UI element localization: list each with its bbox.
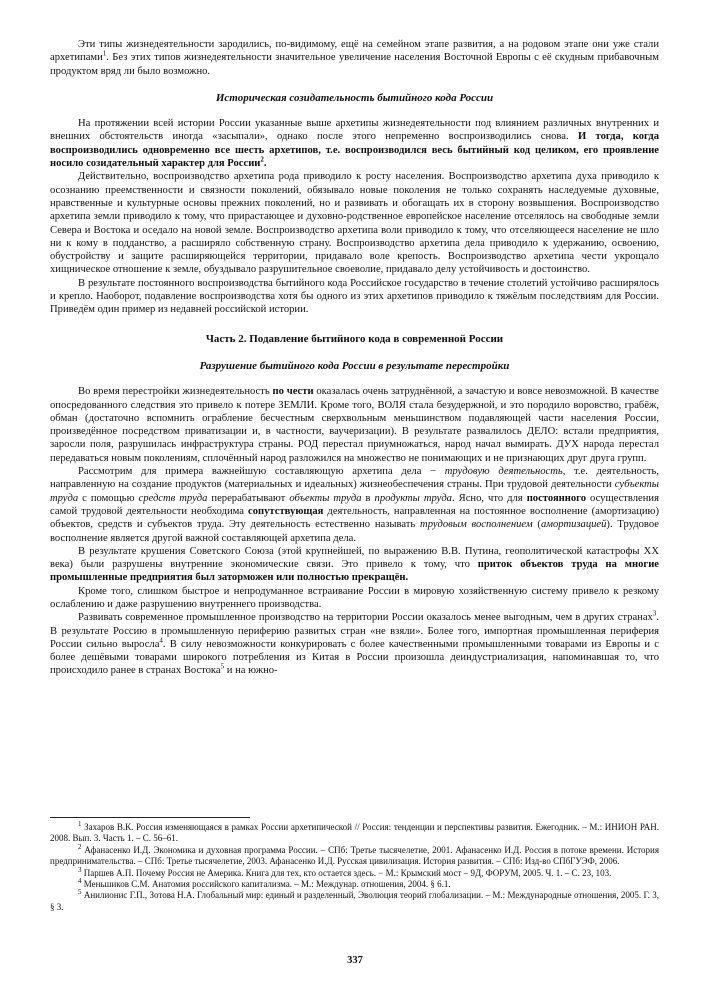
text: . В силу невозможности конкурировать с более качественными промышленными товарами из Европы и с более дешёвыми товарами широкого потребления из Китая в России произошла деиндустриализация, напоминавшая то, что происходило ранее в странах Востока <box>50 638 659 677</box>
text: в <box>361 492 375 504</box>
footnote-text: Меньшиков С.М. Анатомия российского капитализма. – М.: Междунар. отношения, 2004. § 6.1. <box>83 879 451 890</box>
footnote <box>50 879 659 890</box>
text: . В результате Россию в промышленную периферию развитых стран «не взяли». Более того, импортная промышленная периферия России сильно выросла <box>50 612 659 650</box>
footnote-text: Афанасенко И.Д. Экономика и духовная программа России. – СПб: Третье тысячелетие, 2001. Афанасенко И.Д. Россия в потоке времени. История предпринимательства. – СПб: Третье тысячелетие, 2003. Афанасенко И.Д. Русская цивилизация. История развития. – СПб: Изд-во СПбГУЭФ, 2006. <box>50 844 659 867</box>
footnote <box>50 842 659 868</box>
paragraph-8: Кроме того, слишком быстрое и непродуманное встраивание России в мировую хозяйственную систему привело к резкому ослаблению и даже разрушению внутреннего производства. <box>50 585 659 610</box>
part-heading: Часть 2. Подавление бытийного кода в современной России <box>205 332 504 345</box>
footnote-number: 3 <box>78 865 82 874</box>
text: перерабатывают <box>207 492 290 504</box>
section-heading-historical: Историческая созидательность бытийного кода России <box>215 91 494 104</box>
italic-text: трудовую деятельность <box>444 466 563 478</box>
page-number: 337 <box>347 955 363 966</box>
footnote-text: Паршев А.П. Почему Россия не Америка. Книга для тех, кто остается здесь. − М.: Крымский мост – 9Д, ФОРУМ, 2005. Ч. 1. – С. 23, 103. <box>83 867 612 878</box>
footnote-text: Захаров В.К. Россия изменяющаяся в рамках России архетипической // Россия: тенденции и перспективы развития. Ежегодник. – М.: ИНИОН РАН. 2008. Вып. 3. Часть 1. – С. 56–61. <box>50 822 659 844</box>
text: . <box>263 158 267 170</box>
paragraph-5 <box>50 385 659 465</box>
text: , т.е. деятельность, направленную на создание продуктов (материальных и идеальных) жизнеобеспечения страны. При трудовой деятельности <box>50 466 659 491</box>
footnote-ref[interactable]: 3 <box>652 609 657 618</box>
text: . Ясно, что для <box>451 492 527 504</box>
paragraph-3: Действительно, воспроизводство архетипа рода приводило к росту населения. Воспроизводство архетипа духа приводило к осознанию преемственности и связности поколений, обязывало новые поколения не только сохранять наследуемые духовные, нравственные и культурные основы прежних поколений, но и развивать и обогащать их в сторону возвышения. Воспроизводство архетипа земли приводило к тому, что прирастающее и духовно-родственное европейское население отселялось на свободные земли Севера и Востока и оседало на новой земле. Воспроизводство архетипа воли приводило к тому, что отселяющееся население не шло ни к кому в подданство, а расширяло собственную страну. Воспроизводство архетипа дела приводило к удержанию, освоению, обустройству и защите расширяющейся территории, придавало воле крепость. Воспроизводство архетипа чести укрощало хищническое отношение к земле, обуздывало разрушительное своеволие, придавало делу устойчивость и достоинство. <box>50 171 659 276</box>
footnote <box>50 865 659 879</box>
footnote-ref[interactable]: 4 <box>159 636 163 645</box>
bold-text: постоянного <box>526 492 587 504</box>
bold-text: сопутствующая <box>248 505 324 517</box>
footnote-number: 1 <box>78 820 82 828</box>
subsection-heading: Разрушение бытийного кода России в результате перестройки <box>199 359 510 372</box>
text: ). Трудовое восполнение является другой важной составляющей архетипа дела. <box>50 519 659 544</box>
footnote-ref[interactable]: 1 <box>102 49 107 58</box>
footnote <box>50 890 659 913</box>
bold-text: И тогда, когда воспроизводились одновременно все шесть архетипов, т.е. воспроизводился весь бытийный код целиком, его проявление носило созидательный характер для России <box>50 131 659 170</box>
paragraph-2 <box>50 117 659 170</box>
italic-text: средств труда <box>138 492 208 504</box>
text: деятельность, направленная на постоянное восполнение (амортизацию) объектов, средств и субъектов труда. Эту деятельность естественно называть <box>50 505 659 531</box>
text: На протяжении всей истории России указанные выше архетипы жизнедеятельности под влиянием различных внутренних и внешних обстоятельств иногда «засыпали», однако после этого непременно воспроизводились снова. <box>50 118 659 143</box>
bold-text: приток объектов труда на многие промышленные предприятия был заторможен или полностью прекращён. <box>50 559 659 584</box>
page-body <box>50 38 659 678</box>
text: Развивать современное промышленное производство на территории России оказалось менее выгодным, чем в других странах <box>78 612 653 624</box>
bold-text: по чести <box>272 386 314 398</box>
text: Эти типы жизнедеятельности зародились, по-видимому, ещё на семейном этапе развития, а на родовом этапе они уже стали архетипами <box>50 39 659 64</box>
footnote-ref[interactable]: 2 <box>260 155 264 164</box>
text: Во время перестройки жизнедеятельность <box>78 386 273 398</box>
paragraph-7 <box>50 545 659 585</box>
text: ( <box>532 519 541 531</box>
footnote <box>50 822 659 845</box>
footnote-divider <box>50 817 250 818</box>
footnote-number: 5 <box>78 888 82 897</box>
footnote-number: 2 <box>78 842 82 851</box>
text: . Без этих типов жизнедеятельности значительное увеличение населения Восточной Европы с её скудным прибавочным продуктом вряд ли было возможно. <box>50 52 659 77</box>
text: Рассмотрим для примера важнейшую составляющую архетипа дела − <box>78 466 445 478</box>
text: и на южно- <box>224 665 278 677</box>
text: осуществления самой трудовой деятельности необходима <box>50 492 659 517</box>
italic-text: амортизацией <box>540 519 607 531</box>
italic-text: объекты труда <box>289 492 362 504</box>
text: В результате крушения Советского Союза (этой крупнейшей, по выражению В.В. Путина, геополитической катастрофы XX века) были разрушены внутренние экономические связи. Это привело к тому, что <box>50 545 659 571</box>
italic-text: субъекты труда <box>50 479 659 504</box>
italic-text: продукты труда <box>374 492 452 504</box>
paragraph-6 <box>50 465 659 545</box>
paragraph-1 <box>50 38 659 78</box>
italic-text: трудовым восполнением <box>420 519 533 531</box>
footnote-number: 4 <box>78 877 82 886</box>
footnote-ref[interactable]: 5 <box>220 662 225 671</box>
text: оказалась очень затруднённой, а зачастую и вовсе невозможной. В качестве опосредованного следствия это привело к потере ЗЕМЛИ. Кроме того, ВОЛЯ стала безудержной, и это породило воровство, грабёж, обман (достаточно вспомнить ограбление бесчестным сверхвольным меньшинством подавляющей части населения России, произведённое посредством приватизации и, в частности, ваучеризации). В результате развалилось ДЕЛО: встали предприятия, заросли поля, разрушилась инфраструктура страны. РОД перестал приумножаться, народ начал вымирать. ДУХ народа перестал передаваться новым поколениям, сплочённый народ разложился на множество не понимающих и не признающих друг друга групп. <box>50 386 660 464</box>
text: с помощью <box>78 492 139 504</box>
paragraph-9 <box>50 611 659 677</box>
footnote-text: Анилионис Г.П., Зотова Н.А. Глобальный мир: единый и разделенный, Эволюция теорий глобализации. – М.: Международные отношения, 2005. Г. 3, § 3. <box>50 890 660 912</box>
footnotes <box>50 822 659 913</box>
paragraph-4: В результате постоянного воспроизводства бытийного кода Российское государство в течение столетий устойчиво расширялось и крепло. Наоборот, подавление воспроизводства хотя бы одного из этих архетипов приводило к тяжёлым последствиям для России. Приведём один пример из недавней российской истории. <box>50 277 659 316</box>
